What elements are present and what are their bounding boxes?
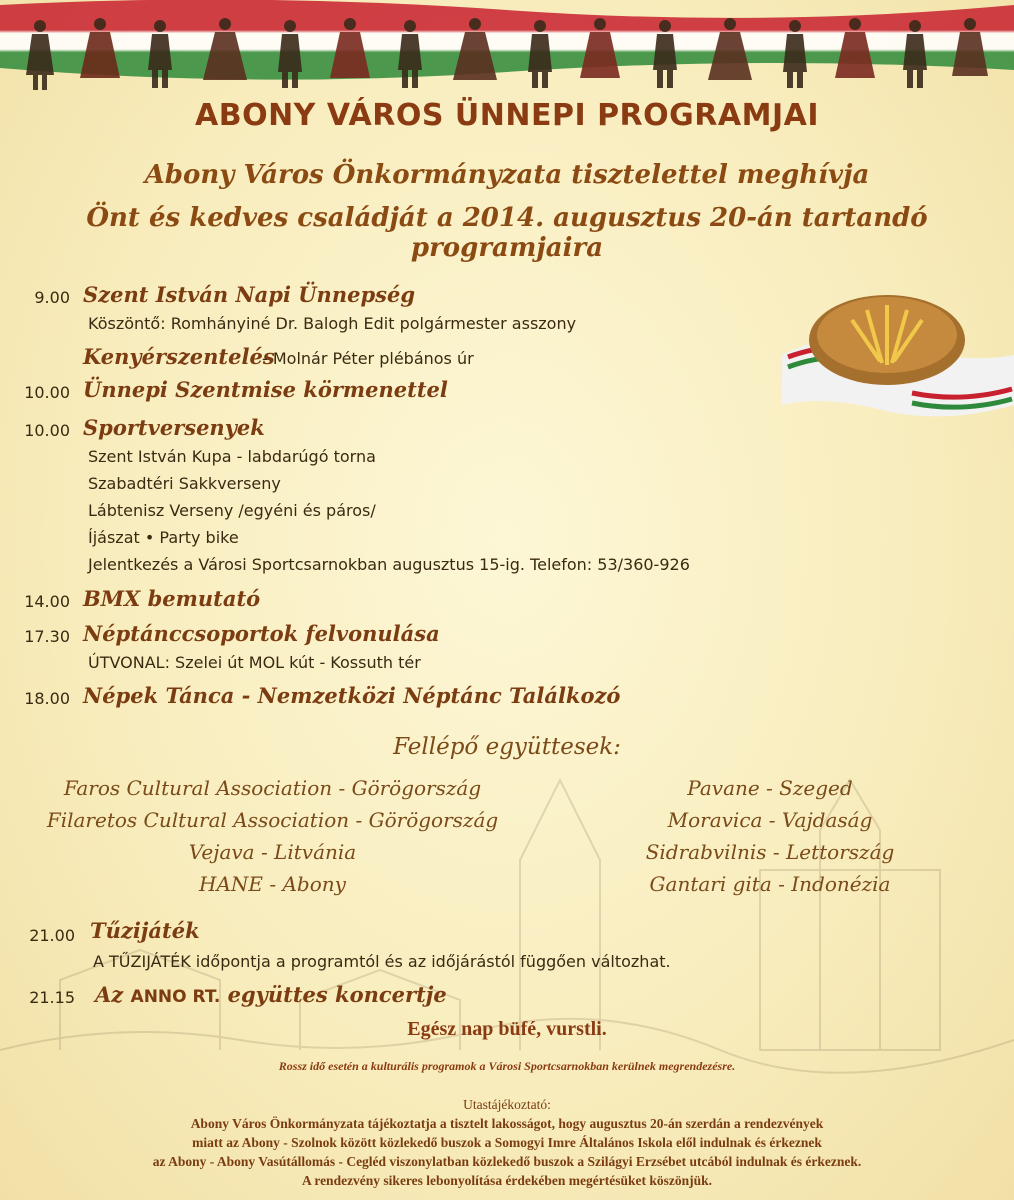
ensemble-item: Vejava - Litvánia — [188, 840, 357, 864]
rain-note: Rossz idő esetén a kulturális programok a Városi Sportcsarnokban kerülnek megrendezésre. — [278, 1059, 736, 1073]
folk-dancers-banner — [0, 0, 1014, 95]
program-subtitle: - Molnár Péter plébános úr — [262, 349, 474, 368]
program-time: 17.30 — [24, 627, 70, 646]
program-subtitle: ÚTVONAL: Szelei út MOL kút - Kossuth tér — [88, 653, 421, 672]
program-title: Ünnepi Szentmise körmenettel — [83, 377, 448, 402]
program-time: 21.00 — [29, 926, 75, 945]
page-title: ABONY VÁROS ÜNNEPI PROGRAMJAI — [194, 98, 819, 133]
invitation-line-2: Önt és kedves családját a 2014. augusztus 20-án tartandó programjaira — [86, 203, 928, 263]
ensemble-item: Sidrabvilnis - Lettország — [645, 840, 895, 864]
title-suffix: együttes koncertje — [227, 982, 447, 1007]
ensemble-item: Moravica - Vajdaság — [667, 808, 873, 832]
program-title: BMX bemutató — [83, 586, 261, 611]
title-prefix: Az — [95, 982, 124, 1007]
program-title: Tűzijáték — [90, 918, 200, 943]
program-detail-line: Szabadtéri Sakkverseny — [88, 474, 281, 493]
program-time: 10.00 — [24, 421, 70, 440]
buffet-note: Egész nap büfé, vurstli. — [407, 1018, 607, 1040]
travel-info-heading: Utastájékoztató: — [463, 1097, 551, 1112]
bread-illustration — [782, 285, 1014, 425]
program-time: 9.00 — [34, 288, 70, 307]
travel-info-line: miatt az Abony - Szolnok között közlekedő buszok a Somogyi Imre Általános Iskola elől indulnak és érkeznek — [192, 1135, 822, 1150]
ensemble-item: Gantari gita - Indonézia — [649, 872, 891, 896]
ensemble-item: Pavane - Szeged — [687, 776, 853, 800]
ensemble-item: HANE - Abony — [199, 872, 346, 896]
ensembles-heading: Fellépő együttesek: — [393, 734, 621, 760]
program-time: 21.15 — [29, 988, 75, 1007]
program-title — [95, 982, 447, 1007]
program-time: 14.00 — [24, 592, 70, 611]
travel-info-line: az Abony - Abony Vasútállomás - Cegléd viszonylatban közlekedő buszok a Szilágyi Erzsébet utcából indulnak és érkeznek. — [152, 1154, 862, 1169]
program-title: Sportversenyek — [83, 415, 265, 440]
program-title: Kenyérszentelés — [83, 344, 275, 369]
program-detail-line: Jelentkezés a Városi Sportcsarnokban augusztus 15-ig. Telefon: 53/360-926 — [88, 555, 690, 574]
program-title: Néptánccsoportok felvonulása — [83, 621, 440, 646]
program-detail-line: Szent István Kupa - labdarúgó torna — [88, 447, 376, 466]
invitation-line-1: Abony Város Önkormányzata tisztelettel meghívja — [144, 160, 870, 190]
travel-info-line: Abony Város Önkormányzata tájékoztatja a tisztelt lakosságot, hogy augusztus 20-án szerdán a rendezvények — [190, 1116, 824, 1131]
program-detail-line: Íjászat • Party bike — [88, 528, 239, 547]
program-title: Népek Tánca - Nemzetközi Néptánc Találkozó — [83, 683, 621, 708]
band-name: ANNO RT. — [130, 987, 221, 1007]
program-time: 10.00 — [24, 383, 70, 402]
program-detail-line: Lábtenisz Verseny /egyéni és páros/ — [88, 501, 376, 520]
program-title: Szent István Napi Ünnepség — [83, 282, 416, 307]
ensemble-item: Faros Cultural Association - Görögország — [63, 776, 482, 800]
ensemble-item: Filaretos Cultural Association - Görögország — [46, 808, 499, 832]
travel-info-line: A rendezvény sikeres lebonyolítása érdekében megértésüket köszönjük. — [301, 1173, 713, 1188]
program-time: 18.00 — [24, 689, 70, 708]
program-subtitle: A TŰZIJÁTÉK időpontja a programtól és az időjárástól függően változhat. — [93, 952, 671, 971]
program-subtitle: Köszöntő: Romhányiné Dr. Balogh Edit polgármester asszony — [88, 314, 577, 333]
